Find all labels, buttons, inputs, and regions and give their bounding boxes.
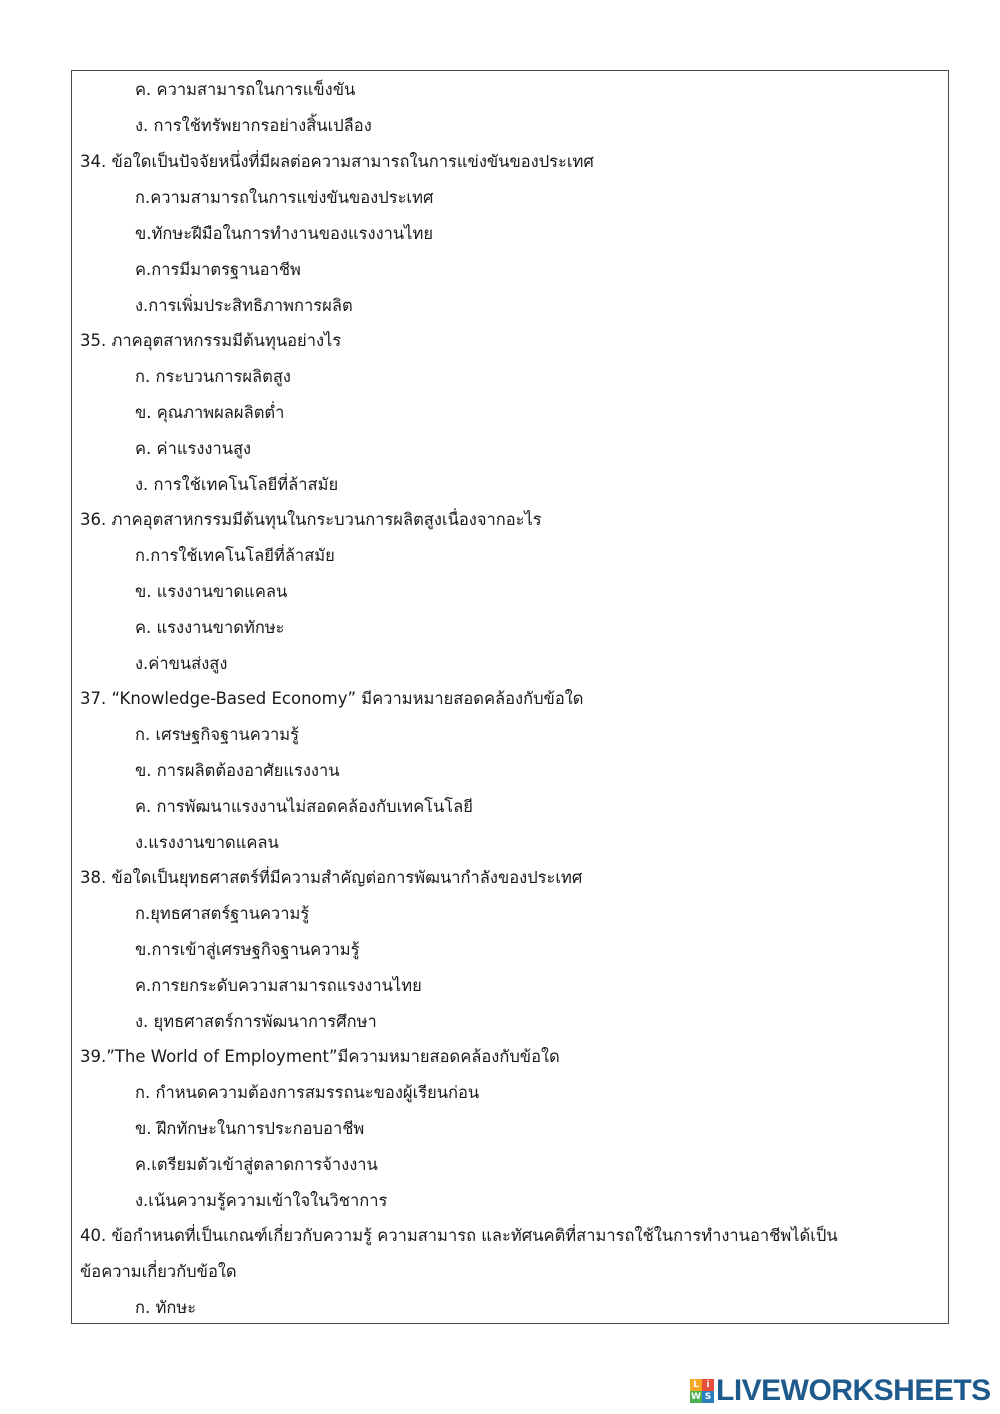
liveworksheets-logo[interactable] — [690, 1374, 991, 1408]
question-line: 38. ข้อใดเป็นยุทธศาสตร์ที่มีความสำคัญต่อการพัฒนากำลังของประเทศ — [80, 868, 583, 887]
option-line: ง. การใช้เทคโนโลยีที่ล้าสมัย — [135, 475, 339, 494]
option-line: ข. การผลิตต้องอาศัยแรงงาน — [135, 761, 340, 780]
option-line: ก. ทักษะ — [135, 1298, 197, 1317]
option-line: ค. ค่าแรงงานสูง — [135, 439, 252, 458]
option-line: ก. กำหนดความต้องการสมรรถนะของผู้เรียนก่อน — [135, 1083, 480, 1102]
option-line: ง. ยุทธศาสตร์การพัฒนาการศึกษา — [135, 1012, 377, 1031]
liveworksheets-logo-icon — [690, 1379, 714, 1403]
question-line: ข้อความเกี่ยวกับข้อใด — [80, 1262, 237, 1281]
option-line: ค. การพัฒนาแรงงานไม่สอดคล้องกับเทคโนโลยี — [135, 797, 473, 816]
option-line: ก.ความสามารถในการแข่งขันของประเทศ — [135, 188, 434, 207]
option-line: ข.ทักษะฝีมือในการทำงานของแรงงานไทย — [135, 224, 434, 243]
option-line: ค.การมีมาตรฐานอาชีพ — [135, 260, 301, 279]
option-line: ค. แรงงานขาดทักษะ — [135, 618, 285, 637]
option-line: ง.ค่าขนส่งสูง — [135, 654, 228, 673]
question-line: 40. ข้อกำหนดที่เป็นเกณฑ์เกี่ยวกับความรู้ ความสามารถ และทัศนคติที่สามารถใช้ในการทำงานอาชีพได้เป็น — [80, 1226, 838, 1245]
option-line: ข.การเข้าสู่เศรษฐกิจฐานความรู้ — [135, 940, 360, 959]
question-line: 35. ภาคอุตสาหกรรมมีต้นทุนอย่างไร — [80, 331, 342, 350]
option-line: ข. คุณภาพผลผลิตต่ำ — [135, 403, 285, 422]
option-line: ค.เตรียมตัวเข้าสู่ตลาดการจ้างงาน — [135, 1155, 378, 1174]
option-line: ข. แรงงานขาดแคลน — [135, 582, 288, 601]
logo-icon-tile: i — [702, 1379, 714, 1391]
logo-icon-tile: W — [691, 1392, 701, 1402]
option-line: ง.เน้นความรู้ความเข้าใจในวิชาการ — [135, 1191, 388, 1210]
option-line: ก.การใช้เทคโนโลยีที่ล้าสมัย — [135, 546, 335, 565]
option-line: ง. การใช้ทรัพยากรอย่างสิ้นเปลือง — [135, 116, 372, 135]
option-line: ง.แรงงานขาดแคลน — [135, 833, 279, 852]
logo-text: LIVEWORKSHEETS — [716, 1374, 991, 1407]
option-line: ก. เศรษฐกิจฐานความรู้ — [135, 725, 300, 744]
worksheet-frame — [71, 70, 949, 1324]
option-line: ค.การยกระดับความสามารถแรงงานไทย — [135, 976, 422, 995]
option-line: ค. ความสามารถในการแข็งขัน — [135, 80, 356, 99]
logo-icon-tile: L — [690, 1379, 702, 1391]
option-line: ก.ยุทธศาสตร์ฐานความรู้ — [135, 904, 310, 923]
question-line: 37. “Knowledge-Based Economy” มีความหมายสอดคล้องกับข้อใด — [80, 689, 584, 708]
option-line: ข. ฝึกทักษะในการประกอบอาชีพ — [135, 1119, 365, 1138]
option-line: ง.การเพิ่มประสิทธิภาพการผลิต — [135, 296, 353, 315]
option-line: ก. กระบวนการผลิตสูง — [135, 367, 291, 386]
logo-icon-tile: S — [702, 1391, 714, 1403]
question-line: 39.”The World of Employment”มีความหมายสอดคล้องกับข้อใด — [80, 1047, 560, 1066]
question-line: 36. ภาคอุตสาหกรรมมีต้นทุนในกระบวนการผลิตสูงเนื่องจากอะไร — [80, 510, 542, 529]
question-line: 34. ข้อใดเป็นปัจจัยหนึ่งที่มีผลต่อความสามารถในการแข่งขันของประเทศ — [80, 152, 594, 171]
